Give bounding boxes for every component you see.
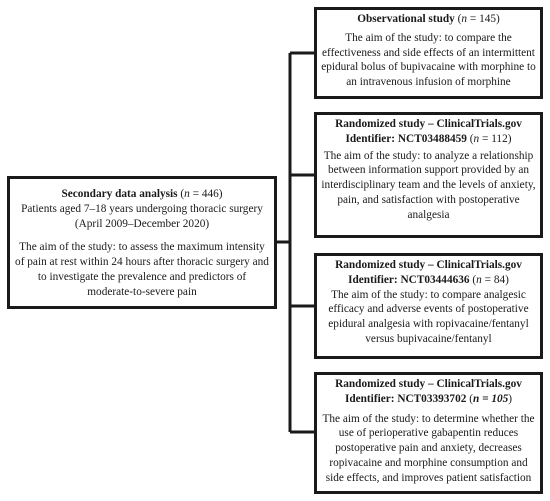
main-n-label: n: [184, 188, 190, 200]
study-4-title: Randomized study – ClinicalTrials.gov: [335, 378, 522, 390]
study-2-aim: The aim of the study: to analyze a relationship between information support provided by an interdisciplinary team and the levels of anxiety, pain, and satisfaction with postoperative analgesia: [321, 149, 536, 221]
study-2-identifier: Identifier: NCT03488459: [345, 132, 467, 145]
secondary-analysis-box: [7, 176, 277, 309]
main-n-value: = 446): [189, 188, 223, 200]
study-2-title: Randomized study – ClinicalTrials.gov: [335, 118, 522, 130]
randomized-study-box-1: [314, 112, 543, 238]
study-1-aim: The aim of the study: to compare the effectiveness and side effects of an intermittent epidural bolus of bupivacaine with morphine to an intravenous infusion of morphine: [321, 31, 536, 89]
randomized-study-box-3: [314, 372, 543, 494]
randomized-study-box-2: [314, 253, 543, 359]
observational-study-box: [314, 7, 543, 99]
study-2-n-label: n: [473, 132, 480, 145]
study-3-identifier: Identifier: NCT03444636: [348, 273, 470, 286]
study-4-identifier: Identifier: NCT03393702: [344, 392, 467, 405]
main-title: Secondary data analysis: [61, 188, 178, 200]
main-period: (April 2009–December 2020): [74, 217, 210, 230]
study-1-title: Observational study: [357, 13, 455, 25]
study-4-aim: The aim of the study: to determine whether the use of perioperative gabapentin reduces postoperative pain and anxiety, decreases ropivacaine and morphine consumption and side effects, and improves patient satisfaction: [322, 412, 535, 484]
main-aim: The aim of the study: to assess the maximum intensity of pain at rest within 24 hours after thoracic surgery and to investigate the prevalence and predictors of moderate-to-severe pain: [15, 241, 269, 298]
study-1-title-line: Observational study (n = 145): [357, 13, 500, 25]
study-4-identifier-line: Identifier: NCT03393702 (n = 105): [344, 392, 513, 405]
study-3-identifier-line: Identifier: NCT03444636 (n = 84): [348, 273, 509, 286]
study-3-aim: The aim of the study: to compare analgesic efficacy and adverse events of postoperative epidural analgesia with ropivacaine/fentanyl versus bupivacaine/fentanyl: [328, 288, 529, 345]
study-3-title: Randomized study – ClinicalTrials.gov: [335, 259, 522, 271]
study-1-n-value: = 145): [467, 13, 500, 25]
study-3-n-label: n: [476, 273, 482, 286]
main-patients: Patients aged 7–18 years undergoing thoracic surgery: [21, 202, 263, 215]
study-2-identifier-line: Identifier: NCT03488459 (n = 112): [345, 132, 512, 145]
study-4-n-value: ): [508, 392, 513, 405]
study-1-n-label: n: [461, 13, 468, 25]
study-4-n-label: n = 105: [472, 392, 509, 405]
study-3-n-value: = 84): [481, 273, 509, 286]
study-2-n-value: = 112): [479, 132, 512, 145]
main-title-line: Secondary data analysis (n = 446): [61, 188, 223, 200]
